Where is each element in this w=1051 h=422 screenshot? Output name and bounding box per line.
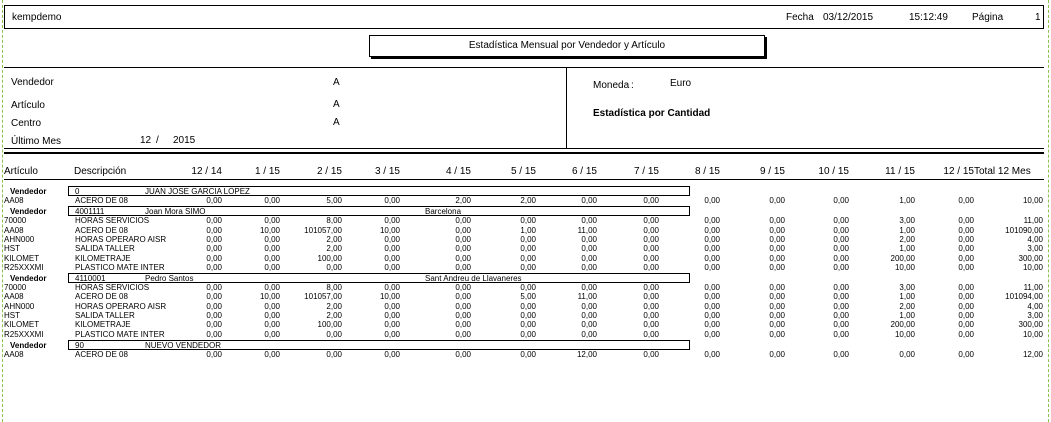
row-total: 10,00: [1022, 329, 1043, 339]
row-month-value: 1,00: [899, 311, 915, 320]
row-month-value: 2,00: [326, 301, 342, 311]
row-month-value: 0,00: [643, 292, 659, 302]
row-month-value: 0,00: [206, 301, 222, 311]
row-month-value: 0,00: [643, 311, 659, 320]
row-descripcion: HORAS OPERARO AISR: [75, 301, 167, 311]
row-month-value: 0,00: [581, 244, 597, 254]
row-month-value: 0,00: [455, 283, 471, 293]
row-month-value: 0,00: [520, 311, 536, 320]
vendedor-group-label: Vendedor: [10, 340, 47, 350]
articulo-filter-value: A: [333, 99, 340, 110]
row-month-value: 0,00: [833, 196, 849, 205]
row-month-value: 10,00: [894, 262, 915, 272]
row-month-value: 0,00: [643, 244, 659, 254]
row-month-value: 1,00: [899, 244, 915, 254]
row-descripcion: ACERO DE 08: [75, 349, 128, 359]
ultimo-mes-separator: /: [156, 135, 159, 146]
vendedor-code: 90: [75, 340, 84, 350]
row-month-value: 0,00: [581, 196, 597, 205]
col-month: 8 / 15: [694, 166, 720, 177]
row-month-value: 0,00: [455, 349, 471, 359]
row-total: 4,00: [1027, 301, 1043, 311]
row-month-value: 0,00: [581, 283, 597, 293]
row-month-value: 0,00: [833, 253, 849, 263]
row-month-value: 0,00: [769, 311, 785, 320]
row-total: 11,00: [1023, 283, 1043, 293]
row-month-value: 0,00: [520, 253, 536, 263]
row-month-value: 0,00: [206, 196, 222, 205]
row-month-value: 5,00: [520, 292, 536, 302]
row-month-value: 0,00: [833, 329, 849, 339]
row-month-value: 0,00: [520, 329, 536, 339]
row-month-value: 0,00: [264, 349, 280, 359]
row-month-value: 11,00: [577, 225, 597, 235]
row-month-value: 0,00: [581, 234, 597, 244]
row-month-value: 0,00: [643, 234, 659, 244]
row-articulo: AA08: [4, 349, 24, 359]
row-month-value: 10,00: [379, 292, 400, 302]
row-month-value: 3,00: [899, 283, 915, 293]
row-month-value: 0,00: [958, 225, 974, 235]
vendedor-code: 4110001: [75, 274, 106, 284]
row-month-value: 0,00: [769, 253, 785, 263]
report-header-bar: [4, 5, 1044, 29]
row-descripcion: PLASTICO MATE INTER: [75, 329, 165, 339]
row-month-value: 10,00: [259, 292, 280, 302]
row-month-value: 0,00: [455, 292, 471, 302]
report-title: Estadística Mensual por Vendedor y Artículo: [369, 35, 765, 57]
row-month-value: 0,00: [455, 320, 471, 330]
row-articulo: AA08: [4, 196, 24, 205]
row-month-value: 0,00: [958, 311, 974, 320]
row-month-value: 0,00: [833, 216, 849, 226]
row-total: 10,00: [1022, 196, 1043, 205]
ultimo-mes-label: Último Mes: [11, 136, 62, 147]
row-month-value: 0,00: [704, 234, 720, 244]
row-month-value: 0,00: [833, 262, 849, 272]
row-month-value: 0,00: [958, 349, 974, 359]
row-month-value: 0,00: [643, 320, 659, 330]
row-descripcion: SALIDA TALLER: [75, 311, 135, 320]
row-month-value: 0,00: [958, 244, 974, 254]
row-month-value: 200,00: [890, 253, 915, 263]
page-edge-right: [1048, 0, 1049, 422]
row-month-value: 0,00: [958, 292, 974, 302]
row-month-value: 0,00: [769, 292, 785, 302]
row-month-value: 0,00: [958, 320, 974, 330]
row-month-value: 0,00: [833, 320, 849, 330]
row-month-value: 0,00: [643, 283, 659, 293]
row-month-value: 0,00: [958, 253, 974, 263]
column-header-bottom-rule: [4, 179, 1044, 180]
row-descripcion: SALIDA TALLER: [75, 244, 135, 254]
row-articulo: R25XXXMI: [4, 262, 44, 272]
row-descripcion: ACERO DE 08: [75, 292, 128, 302]
row-month-value: 12,00: [576, 349, 597, 359]
row-month-value: 0,00: [704, 216, 720, 226]
row-month-value: 0,00: [833, 244, 849, 254]
row-month-value: 0,00: [769, 196, 785, 205]
row-month-value: 0,00: [455, 311, 471, 320]
col-articulo: Artículo: [4, 166, 38, 177]
row-month-value: 0,00: [704, 292, 720, 302]
row-total: 3,00: [1027, 311, 1043, 320]
row-month-value: 10,00: [379, 225, 400, 235]
col-month: 2 / 15: [316, 166, 342, 177]
row-month-value: 0,00: [581, 329, 597, 339]
row-descripcion: PLASTICO MATE INTER: [75, 262, 165, 272]
row-month-value: 1,00: [899, 225, 915, 235]
page-edge-left: [2, 0, 3, 422]
row-month-value: 0,00: [326, 349, 342, 359]
estadistica-type: Estadística por Cantidad: [593, 108, 711, 119]
row-month-value: 0,00: [769, 320, 785, 330]
row-month-value: 0,00: [769, 283, 785, 293]
vendedor-name: Pedro Santos: [145, 274, 194, 284]
row-month-value: 0,00: [206, 283, 222, 293]
row-month-value: 0,00: [455, 301, 471, 311]
row-month-value: 0,00: [958, 262, 974, 272]
row-month-value: 0,00: [206, 349, 222, 359]
row-month-value: 0,00: [643, 196, 659, 205]
row-month-value: 0,00: [643, 262, 659, 272]
row-month-value: 0,00: [704, 301, 720, 311]
row-descripcion: ACERO DE 08: [75, 225, 128, 235]
row-month-value: 0,00: [704, 253, 720, 263]
row-descripcion: KILOMETRAJE: [75, 253, 131, 263]
column-header-top-rule: [4, 152, 1044, 154]
row-month-value: 0,00: [264, 262, 280, 272]
row-month-value: 0,00: [704, 283, 720, 293]
row-month-value: 101057,00: [304, 225, 342, 235]
row-total: 11,00: [1023, 216, 1043, 226]
col-descripcion: Descripción: [74, 166, 127, 177]
col-month: 1 / 15: [254, 166, 280, 177]
row-month-value: 0,00: [769, 301, 785, 311]
row-month-value: 0,00: [643, 301, 659, 311]
row-total: 12,00: [1022, 349, 1043, 359]
row-month-value: 0,00: [958, 329, 974, 339]
row-month-value: 0,00: [206, 253, 222, 263]
row-descripcion: HORAS SERVICIOS: [75, 216, 150, 226]
row-month-value: 0,00: [643, 216, 659, 226]
vendedor-group-label: Vendedor: [10, 187, 47, 196]
row-month-value: 0,00: [264, 253, 280, 263]
row-month-value: 0,00: [455, 234, 471, 244]
row-month-value: 0,00: [769, 234, 785, 244]
row-month-value: 0,00: [384, 216, 400, 226]
row-month-value: 0,00: [769, 216, 785, 226]
row-total: 101090,00: [1005, 225, 1043, 235]
row-month-value: 0,00: [769, 349, 785, 359]
row-month-value: 200,00: [890, 320, 915, 330]
row-month-value: 0,00: [704, 311, 720, 320]
row-month-value: 101057,00: [304, 292, 342, 302]
row-month-value: 0,00: [264, 320, 280, 330]
row-month-value: 0,00: [704, 244, 720, 254]
vendedor-code: 0: [75, 187, 80, 196]
row-month-value: 0,00: [384, 253, 400, 263]
row-month-value: 0,00: [264, 216, 280, 226]
row-month-value: 0,00: [264, 329, 280, 339]
col-month: 5 / 15: [510, 166, 536, 177]
row-month-value: 0,00: [206, 216, 222, 226]
col-month: 12 / 14: [191, 166, 222, 177]
row-month-value: 0,00: [833, 311, 849, 320]
col-month: 7 / 15: [633, 166, 659, 177]
row-total: 300,00: [1018, 253, 1043, 263]
articulo-filter-label: Artículo: [11, 100, 45, 111]
row-month-value: 0,00: [643, 349, 659, 359]
col-month: 3 / 15: [374, 166, 400, 177]
row-month-value: 0,00: [455, 262, 471, 272]
row-month-value: 0,00: [581, 311, 597, 320]
fecha-value: 03/12/2015: [823, 12, 874, 23]
company-name: kempdemo: [12, 12, 62, 23]
row-articulo: KILOMET: [4, 320, 40, 330]
row-month-value: 0,00: [704, 262, 720, 272]
vendedor-city: Barcelona: [425, 207, 462, 217]
row-month-value: 2,00: [899, 234, 915, 244]
col-month: 4 / 15: [445, 166, 471, 177]
row-month-value: 0,00: [769, 262, 785, 272]
row-month-value: 0,00: [455, 225, 471, 235]
vendedor-group-label: Vendedor: [10, 207, 47, 217]
time-value: 15:12:49: [909, 12, 948, 23]
row-month-value: 0,00: [520, 301, 536, 311]
row-month-value: 10,00: [894, 329, 915, 339]
row-month-value: 0,00: [704, 196, 720, 205]
col-total: Total 12 Mes: [974, 166, 1031, 177]
row-month-value: 0,00: [899, 349, 915, 359]
row-month-value: 0,00: [206, 234, 222, 244]
row-month-value: 0,00: [704, 225, 720, 235]
row-month-value: 0,00: [958, 301, 974, 311]
filters-divider: [566, 68, 567, 148]
pagina-value: 1: [1035, 12, 1041, 23]
row-month-value: 0,00: [520, 262, 536, 272]
row-month-value: 2,00: [899, 301, 915, 311]
row-articulo: 70000: [4, 216, 27, 226]
centro-filter-value: A: [333, 117, 340, 128]
row-month-value: 0,00: [581, 301, 597, 311]
row-month-value: 2,00: [520, 196, 536, 205]
row-month-value: 0,00: [455, 253, 471, 263]
row-month-value: 0,00: [704, 329, 720, 339]
row-month-value: 0,00: [384, 234, 400, 244]
row-total: 10,00: [1022, 262, 1043, 272]
row-month-value: 8,00: [326, 216, 342, 226]
row-descripcion: ACERO DE 08: [75, 196, 128, 205]
row-month-value: 0,00: [833, 301, 849, 311]
row-month-value: 0,00: [455, 244, 471, 254]
vendedor-code: 4001111: [75, 207, 105, 217]
moneda-value: Euro: [670, 78, 692, 89]
fecha-label: Fecha: [786, 12, 814, 23]
row-month-value: 2,00: [455, 196, 471, 205]
vendedor-filter-label: Vendedor: [11, 77, 54, 88]
row-month-value: 0,00: [455, 329, 471, 339]
row-month-value: 0,00: [643, 253, 659, 263]
row-month-value: 0,00: [769, 329, 785, 339]
row-descripcion: HORAS SERVICIOS: [75, 283, 150, 293]
row-month-value: 0,00: [384, 301, 400, 311]
row-articulo: KILOMET: [4, 253, 40, 263]
row-month-value: 0,00: [643, 225, 659, 235]
filters-panel: [4, 67, 1044, 149]
row-month-value: 100,00: [317, 320, 342, 330]
row-month-value: 0,00: [581, 320, 597, 330]
row-month-value: 0,00: [704, 349, 720, 359]
row-month-value: 1,00: [899, 196, 915, 205]
row-month-value: 0,00: [384, 320, 400, 330]
row-month-value: 0,00: [833, 349, 849, 359]
row-month-value: 0,00: [206, 320, 222, 330]
vendedor-group-label: Vendedor: [10, 274, 47, 284]
row-descripcion: KILOMETRAJE: [75, 320, 131, 330]
row-month-value: 5,00: [326, 196, 342, 205]
row-month-value: 0,00: [581, 216, 597, 226]
row-month-value: 0,00: [958, 234, 974, 244]
row-articulo: HST: [4, 244, 20, 254]
col-month: 9 / 15: [759, 166, 785, 177]
row-month-value: 0,00: [520, 320, 536, 330]
row-month-value: 2,00: [326, 234, 342, 244]
row-month-value: 0,00: [520, 244, 536, 254]
row-month-value: 0,00: [326, 262, 342, 272]
row-month-value: 0,00: [264, 234, 280, 244]
row-articulo: AHN000: [4, 301, 35, 311]
row-month-value: 1,00: [520, 225, 536, 235]
row-month-value: 0,00: [769, 225, 785, 235]
row-month-value: 0,00: [264, 311, 280, 320]
vendedor-city: Sant Andreu de Llavaneres: [425, 274, 522, 284]
row-month-value: 0,00: [206, 311, 222, 320]
row-month-value: 0,00: [384, 329, 400, 339]
row-articulo: AA08: [4, 225, 24, 235]
row-month-value: 0,00: [520, 234, 536, 244]
col-month: 12 / 15: [943, 166, 974, 177]
row-month-value: 0,00: [581, 262, 597, 272]
row-month-value: 0,00: [206, 292, 222, 302]
row-month-value: 3,00: [899, 216, 915, 226]
row-month-value: 0,00: [264, 244, 280, 254]
row-month-value: 0,00: [326, 329, 342, 339]
row-total: 300,00: [1018, 320, 1043, 330]
ultimo-mes-year: 2015: [173, 135, 196, 146]
row-month-value: 0,00: [264, 301, 280, 311]
row-month-value: 0,00: [384, 244, 400, 254]
moneda-separator: :: [631, 80, 634, 91]
row-month-value: 2,00: [326, 244, 342, 254]
row-month-value: 0,00: [455, 216, 471, 226]
row-articulo: HST: [4, 311, 20, 320]
row-month-value: 0,00: [206, 329, 222, 339]
row-total: 4,00: [1027, 234, 1043, 244]
row-month-value: 0,00: [520, 216, 536, 226]
row-articulo: R25XXXMI: [4, 329, 44, 339]
row-month-value: 0,00: [704, 320, 720, 330]
row-total: 3,00: [1027, 244, 1043, 254]
row-month-value: 0,00: [581, 253, 597, 263]
row-month-value: 0,00: [206, 225, 222, 235]
row-month-value: 0,00: [384, 283, 400, 293]
row-month-value: 0,00: [833, 292, 849, 302]
row-month-value: 0,00: [958, 196, 974, 205]
row-total: 101094,00: [1005, 292, 1043, 302]
row-month-value: 0,00: [384, 311, 400, 320]
row-month-value: 0,00: [958, 216, 974, 226]
ultimo-mes-month: 12: [140, 135, 152, 146]
row-month-value: 0,00: [384, 262, 400, 272]
row-month-value: 100,00: [317, 253, 342, 263]
row-month-value: 0,00: [206, 262, 222, 272]
vendedor-name: Joan Mora SIMO: [145, 207, 206, 217]
row-month-value: 10,00: [259, 225, 280, 235]
vendedor-name: NUEVO VENDEDOR: [145, 340, 222, 350]
row-month-value: 11,00: [577, 292, 597, 302]
row-month-value: 0,00: [264, 283, 280, 293]
row-month-value: 0,00: [833, 283, 849, 293]
moneda-label: Moneda: [593, 80, 630, 91]
row-month-value: 2,00: [326, 311, 342, 320]
col-month: 6 / 15: [571, 166, 597, 177]
row-month-value: 0,00: [264, 196, 280, 205]
row-month-value: 0,00: [206, 244, 222, 254]
row-descripcion: HORAS OPERARO AISR: [75, 234, 167, 244]
row-month-value: 0,00: [833, 234, 849, 244]
row-articulo: AA08: [4, 292, 24, 302]
vendedor-name: JUAN JOSE GARCIA LOPEZ: [145, 187, 250, 196]
row-month-value: 0,00: [384, 196, 400, 205]
row-month-value: 8,00: [326, 283, 342, 293]
row-articulo: AHN000: [4, 234, 35, 244]
centro-filter-label: Centro: [11, 118, 42, 129]
pagina-label: Página: [972, 12, 1004, 23]
row-month-value: 0,00: [384, 349, 400, 359]
col-month: 10 / 15: [818, 166, 849, 177]
row-articulo: 70000: [4, 283, 27, 293]
row-month-value: 0,00: [643, 329, 659, 339]
row-month-value: 0,00: [769, 244, 785, 254]
row-month-value: 0,00: [833, 225, 849, 235]
row-month-value: 0,00: [520, 349, 536, 359]
col-month: 11 / 15: [885, 166, 915, 177]
row-month-value: 0,00: [520, 283, 536, 293]
vendedor-filter-value: A: [333, 77, 340, 88]
row-month-value: 0,00: [958, 283, 974, 293]
row-month-value: 1,00: [899, 292, 915, 302]
